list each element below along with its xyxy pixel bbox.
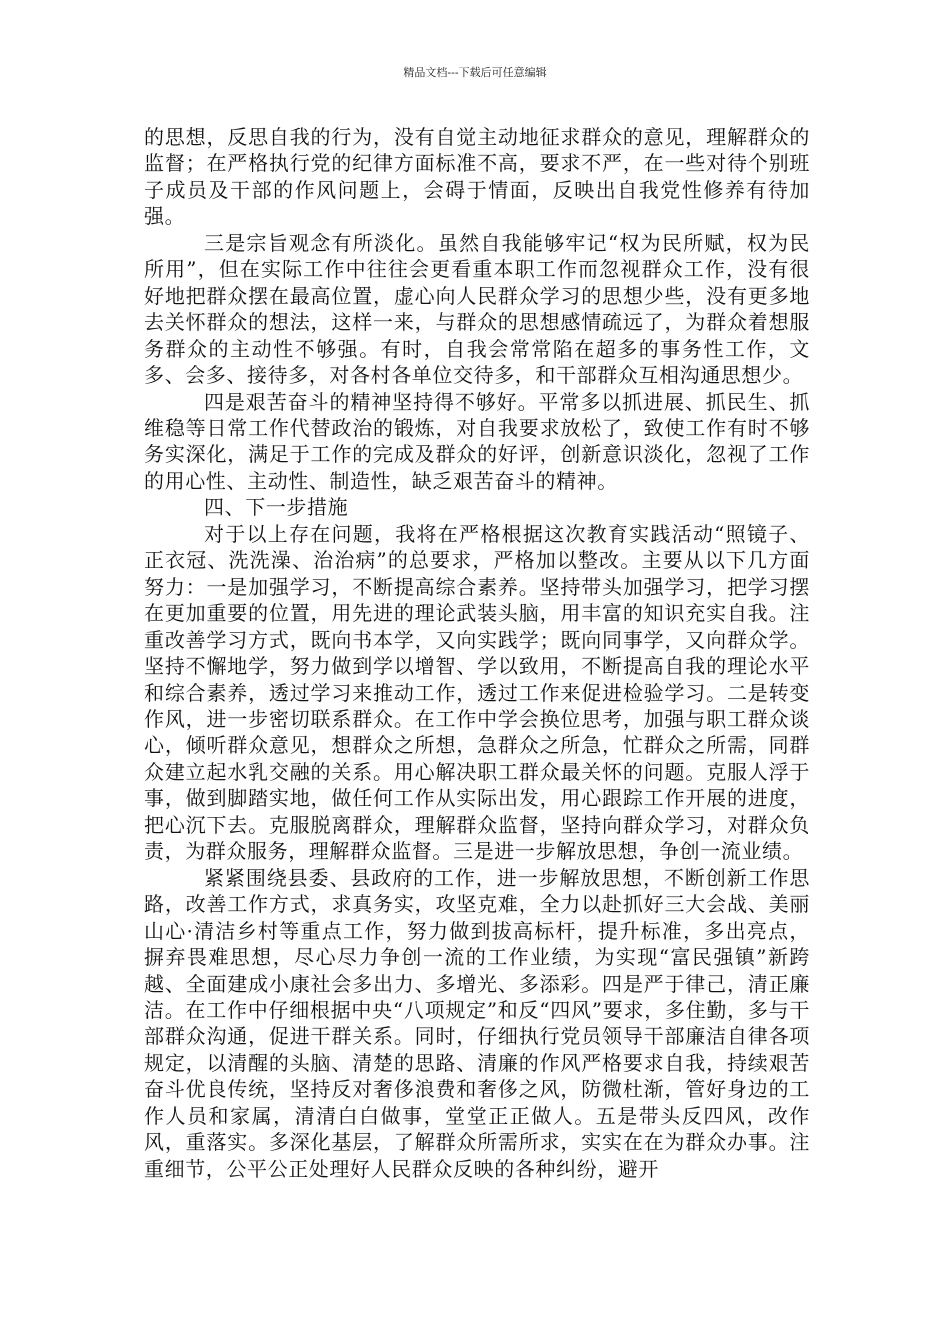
document-body — [144, 124, 810, 1182]
paragraph-2: 三是宗旨观念有所淡化。虽然自我能够牢记“权为民所赋，权为民所用”，但在实际工作中往往会更看重本职工作而忽视群众工作，没有很好地把群众摆在最高位置，虚心向人民群众学习的思想少些，没有更多地去关怀群众的想法，这样一来，与群众的思想感情疏远了，为群众着想服务群众的主动性不够强。有时，自我会常常陷在超多的事务性工作，文多、会多、接待多，对各村各单位交待多，和干部群众互相沟通思想少。 — [144, 230, 810, 388]
paragraph-3: 四是艰苦奋斗的精神坚持得不够好。平常多以抓进展、抓民生、抓维稳等日常工作代替政治的锻炼，对自我要求放松了，致使工作有时不够务实深化，满足于工作的完成及群众的好评，创新意识淡化，忽视了工作的用心性、主动性、制造性，缺乏艰苦奋斗的精神。 — [144, 389, 810, 493]
page-header: 精品文档---下载后可任意编辑 — [403, 66, 547, 79]
paragraph-5: 紧紧围绕县委、县政府的工作，进一步解放思想，不断创新工作思路，改善工作方式，求真务实，攻坚克难，全力以赴抓好三大会战、美丽山心·清洁乡村等重点工作，努力做到拔高标杆，提升标准，多出亮点，摒弃畏难思想，尽心尽力争创一流的工作业绩，为实现“富民强镇”新跨越、全面建成小康社会多出力、多增光、多添彩。四是严于律己，清正廉洁。在工作中仔细根据中央“八项规定”和反“四风”要求，多住勤，多与干部群众沟通，促进干群关系。同时，仔细执行党员领导干部廉洁自律各项规定，以清醒的头脑、清楚的思路、清廉的作风严格要求自我，持续艰苦奋斗优良传统，坚持反对奢侈浪费和奢侈之风，防微杜渐，管好身边的工作人员和家属，清清白白做事，堂堂正正做人。五是带头反四风，改作风，重落实。多深化基层，了解群众所需所求，实实在在为群众办事。注重细节，公平公正处理好人民群众反映的各种纠纷，避开 — [144, 865, 810, 1181]
paragraph-1: 的思想，反思自我的行为，没有自觉主动地征求群众的意见，理解群众的监督；在严格执行党的纪律方面标准不高，要求不严，在一些对待个别班子成员及干部的作风问题上，会碍于情面，反映出自我党性修养有待加强。 — [144, 125, 810, 229]
section-heading: 四、下一步措施 — [204, 495, 349, 520]
paragraph-4: 对于以上存在问题，我将在严格根据这次教育实践活动“照镜子、正衣冠、洗洗澡、治治病”的总要求，严格加以整改。主要从以下几方面努力：一是加强学习，不断提高综合素养。坚持带头加强学习，把学习摆在更加重要的位置，用先进的理论武装头脑，用丰富的知识充实自我。注重改善学习方式，既向书本学，又向实践学；既向同事学，又向群众学。坚持不懈地学，努力做到学以增智、学以致用，不断提高自我的理论水平和综合素养，透过学习来推动工作，透过工作来促进检验学习。二是转变作风，进一步密切联系群众。在工作中学会换位思考，加强与职工群众谈心，倾听群众意见，想群众之所想，急群众之所急，忙群众之所需，同群众建立起水乳交融的关系。用心解决职工群众最关怀的问题。克服人浮于事，做到脚踏实地，做任何工作从实际出发，用心跟踪工作开展的进度，把心沉下去。克服脱离群众，理解群众监督，坚持向群众学习，对群众负责，为群众服务，理解群众监督。三是进一步解放思想，争创一流业绩。 — [144, 521, 810, 864]
